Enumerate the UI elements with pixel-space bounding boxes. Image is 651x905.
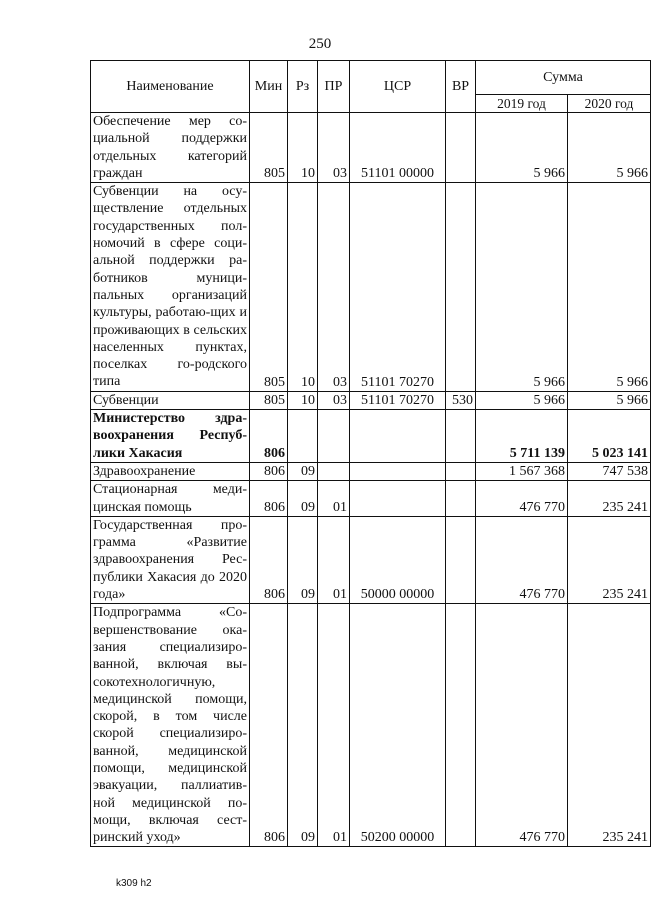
table-row — [91, 391, 651, 409]
header-sum: Сумма — [476, 61, 651, 95]
cell-min: 806 — [250, 604, 288, 847]
header-csr: ЦСР — [350, 61, 446, 113]
cell-vr — [446, 481, 476, 517]
cell-name: Обеспечение мер со-циальной поддержки отдельных категорий граждан — [91, 113, 250, 183]
header-pr: ПР — [318, 61, 350, 113]
cell-vr — [446, 183, 476, 392]
cell-csr — [350, 462, 446, 480]
cell-rz: 10 — [288, 113, 318, 183]
header-year-2020: 2020 год — [568, 95, 651, 113]
budget-table — [90, 60, 651, 847]
cell-csr: 50000 00000 — [350, 516, 446, 603]
cell-name: Министерство здра-воохранения Респуб-лики Хакасия — [91, 410, 250, 463]
cell-vr — [446, 516, 476, 603]
cell-pr: 03 — [318, 183, 350, 392]
cell-name: Стационарная меди-цинская помощь — [91, 481, 250, 517]
table-row — [91, 516, 651, 603]
cell-name: Субвенции — [91, 391, 250, 409]
cell-sum-2020: 235 241 — [568, 481, 651, 517]
footer-code: k309 h2 — [116, 878, 152, 889]
cell-pr — [318, 410, 350, 463]
cell-vr — [446, 113, 476, 183]
cell-sum-2020: 5 966 — [568, 183, 651, 392]
table-row — [91, 481, 651, 517]
cell-csr: 51101 70270 — [350, 183, 446, 392]
cell-csr: 51101 70270 — [350, 391, 446, 409]
cell-sum-2019: 5 711 139 — [476, 410, 568, 463]
cell-rz: 09 — [288, 516, 318, 603]
header-rz: Рз — [288, 61, 318, 113]
cell-pr: 01 — [318, 516, 350, 603]
cell-sum-2020: 5 966 — [568, 391, 651, 409]
cell-csr: 50200 00000 — [350, 604, 446, 847]
page-number: 250 — [308, 36, 332, 52]
cell-min: 805 — [250, 113, 288, 183]
cell-vr — [446, 410, 476, 463]
cell-sum-2020: 235 241 — [568, 516, 651, 603]
cell-sum-2019: 1 567 368 — [476, 462, 568, 480]
cell-sum-2020: 747 538 — [568, 462, 651, 480]
header-name: Наименование — [91, 61, 250, 113]
cell-pr: 01 — [318, 604, 350, 847]
cell-pr: 01 — [318, 481, 350, 517]
cell-min: 806 — [250, 516, 288, 603]
cell-pr: 03 — [318, 113, 350, 183]
cell-min: 805 — [250, 391, 288, 409]
cell-rz: 09 — [288, 604, 318, 847]
header-vr: ВР — [446, 61, 476, 113]
cell-sum-2019: 5 966 — [476, 391, 568, 409]
cell-min: 805 — [250, 183, 288, 392]
cell-sum-2019: 5 966 — [476, 113, 568, 183]
cell-sum-2019: 5 966 — [476, 183, 568, 392]
cell-rz: 10 — [288, 183, 318, 392]
cell-rz: 09 — [288, 462, 318, 480]
cell-name: Государственная про-грамма «Развитие здравоохранения Рес-публики Хакасия до 2020 года» — [91, 516, 250, 603]
cell-min: 806 — [250, 410, 288, 463]
cell-sum-2019: 476 770 — [476, 516, 568, 603]
table-row — [91, 113, 651, 183]
cell-rz — [288, 410, 318, 463]
cell-rz: 10 — [288, 391, 318, 409]
cell-sum-2020: 235 241 — [568, 604, 651, 847]
cell-csr — [350, 410, 446, 463]
cell-sum-2019: 476 770 — [476, 604, 568, 847]
cell-sum-2019: 476 770 — [476, 481, 568, 517]
table-row — [91, 183, 651, 392]
cell-name: Подпрограмма «Со-вершенствование ока-зания специализиро-ванной, включая вы-сокотехнологичную, медицинской помощи, скорой, в том числе скорой специализиро-ванной, медицинской помощи, медицинской эвакуации, паллиатив-ной медицинской по-мощи, включая сест-ринский уход» — [91, 604, 250, 847]
cell-pr: 03 — [318, 391, 350, 409]
cell-min: 806 — [250, 481, 288, 517]
cell-vr: 530 — [446, 391, 476, 409]
cell-vr — [446, 604, 476, 847]
table-row — [91, 410, 651, 463]
cell-rz: 09 — [288, 481, 318, 517]
header-min: Мин — [250, 61, 288, 113]
table-row — [91, 604, 651, 847]
cell-pr — [318, 462, 350, 480]
cell-name: Субвенции на осу-ществление отдельных государственных пол-номочий в сфере соци-альной поддержки ра-ботников муници-пальных организаций культуры, работаю-щих и проживающих в сельских населенных пунктах, поселках го-родского типа — [91, 183, 250, 392]
cell-sum-2020: 5 023 141 — [568, 410, 651, 463]
header-year-2019: 2019 год — [476, 95, 568, 113]
cell-csr: 51101 00000 — [350, 113, 446, 183]
cell-name: Здравоохранение — [91, 462, 250, 480]
cell-csr — [350, 481, 446, 517]
cell-vr — [446, 462, 476, 480]
cell-min: 806 — [250, 462, 288, 480]
cell-sum-2020: 5 966 — [568, 113, 651, 183]
table-row — [91, 462, 651, 480]
